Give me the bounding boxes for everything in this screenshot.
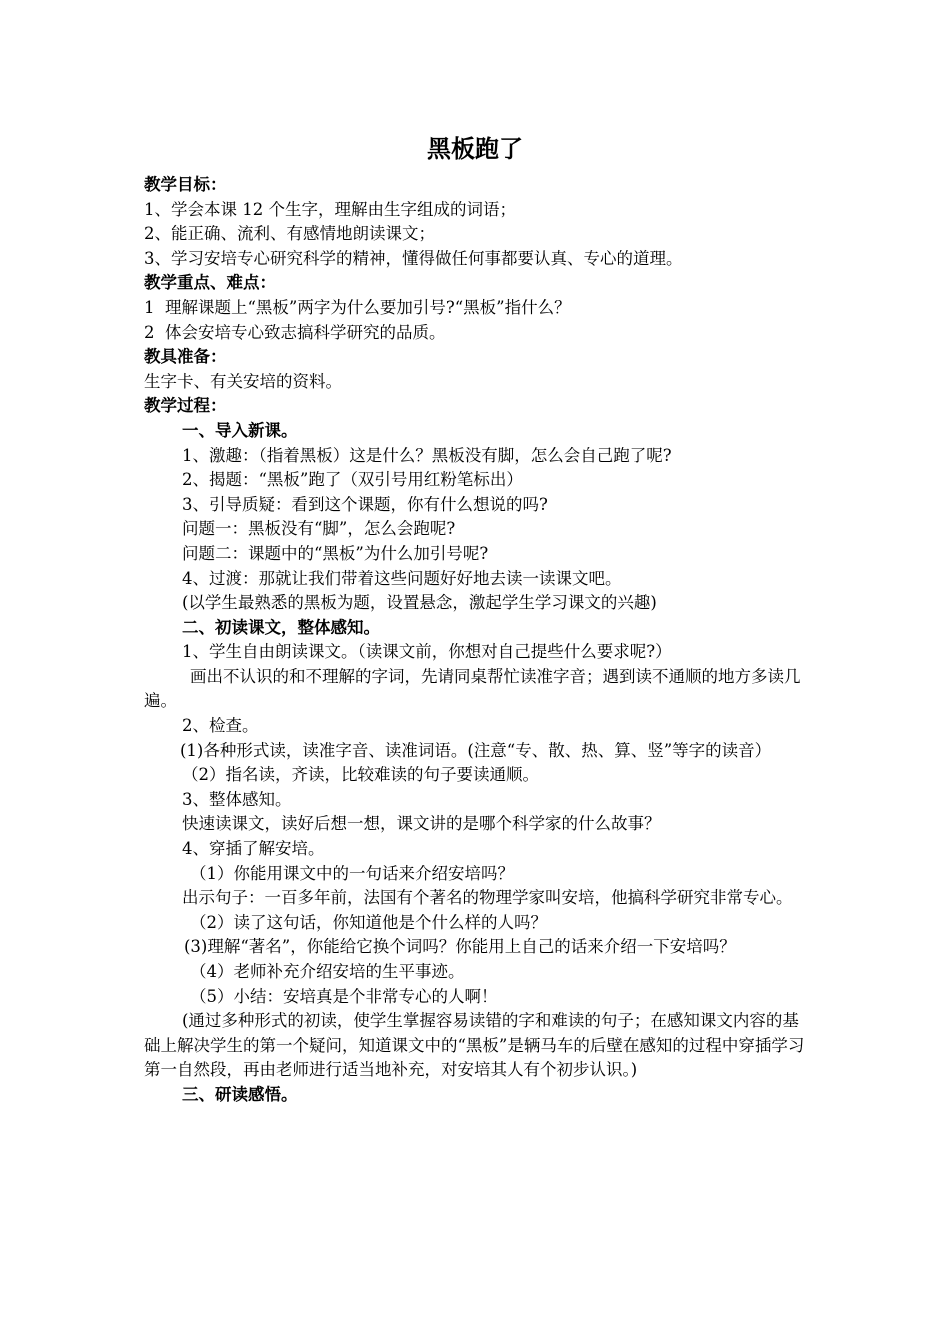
section-line: 问题二：课题中的“黑板”为什么加引号呢? <box>182 543 489 563</box>
page-title: 黑板跑了 <box>427 135 523 163</box>
section-line: 1、激趣：（指着黑板）这是什么？黑板没有脚，怎么会自己跑了呢? <box>182 445 672 465</box>
section-line: 4、穿插了解安培。 <box>182 839 325 859</box>
materials-heading: 教具准备： <box>144 347 227 367</box>
section-paragraph: (3)理解“著名”，你能给它换个词吗？你能用上自己的话来介绍一下安培吗？ <box>184 937 736 957</box>
section-line: (以学生最熟悉的黑板为题，设置悬念，激起学生学习课文的兴趣) <box>182 593 657 613</box>
section-heading: 二、初读课文，整体感知。 <box>182 617 380 637</box>
goal-item: 2、能正确、流利、有感情地朗读课文； <box>144 224 435 244</box>
section-line: 4、过渡：那就让我们带着这些问题好好地去读一读课文吧。 <box>182 568 622 588</box>
section-line: 2、检查。 <box>182 716 259 736</box>
section-heading: 三、研读感悟。 <box>182 1084 298 1104</box>
section-line: 3、引导质疑：看到这个课题，你有什么想说的吗? <box>182 494 548 514</box>
section-line: （5）小结：安培真是个非常专心的人啊！ <box>190 986 498 1006</box>
document-body <box>144 173 814 1108</box>
section-line: 1、学生自由朗读课文。（读课文前，你想对自己提些什么要求呢?） <box>182 642 672 662</box>
section-line: 问题一：黑板没有“脚”，怎么会跑呢? <box>182 519 456 539</box>
section-paragraph: 画出不认识的和不理解的字词，先请同桌帮忙读准字音；遇到读不通顺的地方多读几遍。 <box>144 666 801 711</box>
section-line: 3、整体感知。 <box>182 789 292 809</box>
section-line: （2）读了这句话，你知道他是个什么样的人吗？ <box>190 912 547 932</box>
section-line: （1）你能用课文中的一句话来介绍安培吗？ <box>190 863 514 883</box>
section-paragraph: (1)各种形式读，读准字音、读准词语。(注意“专、散、热、算、竖”等字的读音） <box>180 740 772 760</box>
process-heading: 教学过程： <box>144 396 227 416</box>
goal-item: 1、学会本课 12 个生字，理解由生字组成的词语； <box>144 199 516 219</box>
goals-heading: 教学目标： <box>144 175 227 194</box>
section-paragraph: 出示句子：一百多年前，法国有个著名的物理学家叫安培，他搞科学研究非常专心。 <box>182 888 793 908</box>
section-line: 快速读课文，读好后想一想，课文讲的是哪个科学家的什么故事？ <box>182 814 661 834</box>
section-paragraph: (通过多种形式的初读，使学生掌握容易读错的字和难读的句子；在感知课文内容的基础上解决学生的第一个疑问，知道课文中的“黑板”是辆马车的后壁在感知的过程中穿插学习第一自然段，再由老师进行适当地补充，对安培其人有个初步认识。) <box>144 1011 805 1080</box>
key-point-item: 1 理解课题上“黑板”两字为什么要加引号?“黑板”指什么？ <box>144 297 571 317</box>
section-line: （4）老师补充介绍安培的生平事迹。 <box>190 962 465 981</box>
goal-item: 3、学习安培专心研究科学的精神，懂得做任何事都要认真、专心的道理。 <box>144 248 683 268</box>
section-line: （2）指名读，齐读，比较难读的句子要读通顺。 <box>182 765 539 785</box>
section-line: 2、揭题：“黑板”跑了（双引号用红粉笔标出） <box>182 470 523 490</box>
section-heading: 一、导入新课。 <box>182 420 298 440</box>
key-points-heading: 教学重点、难点： <box>144 273 276 293</box>
key-point-item: 2 体会安培专心致志搞科学研究的品质。 <box>144 322 446 342</box>
materials-text: 生字卡、有关安培的资料。 <box>144 371 342 391</box>
